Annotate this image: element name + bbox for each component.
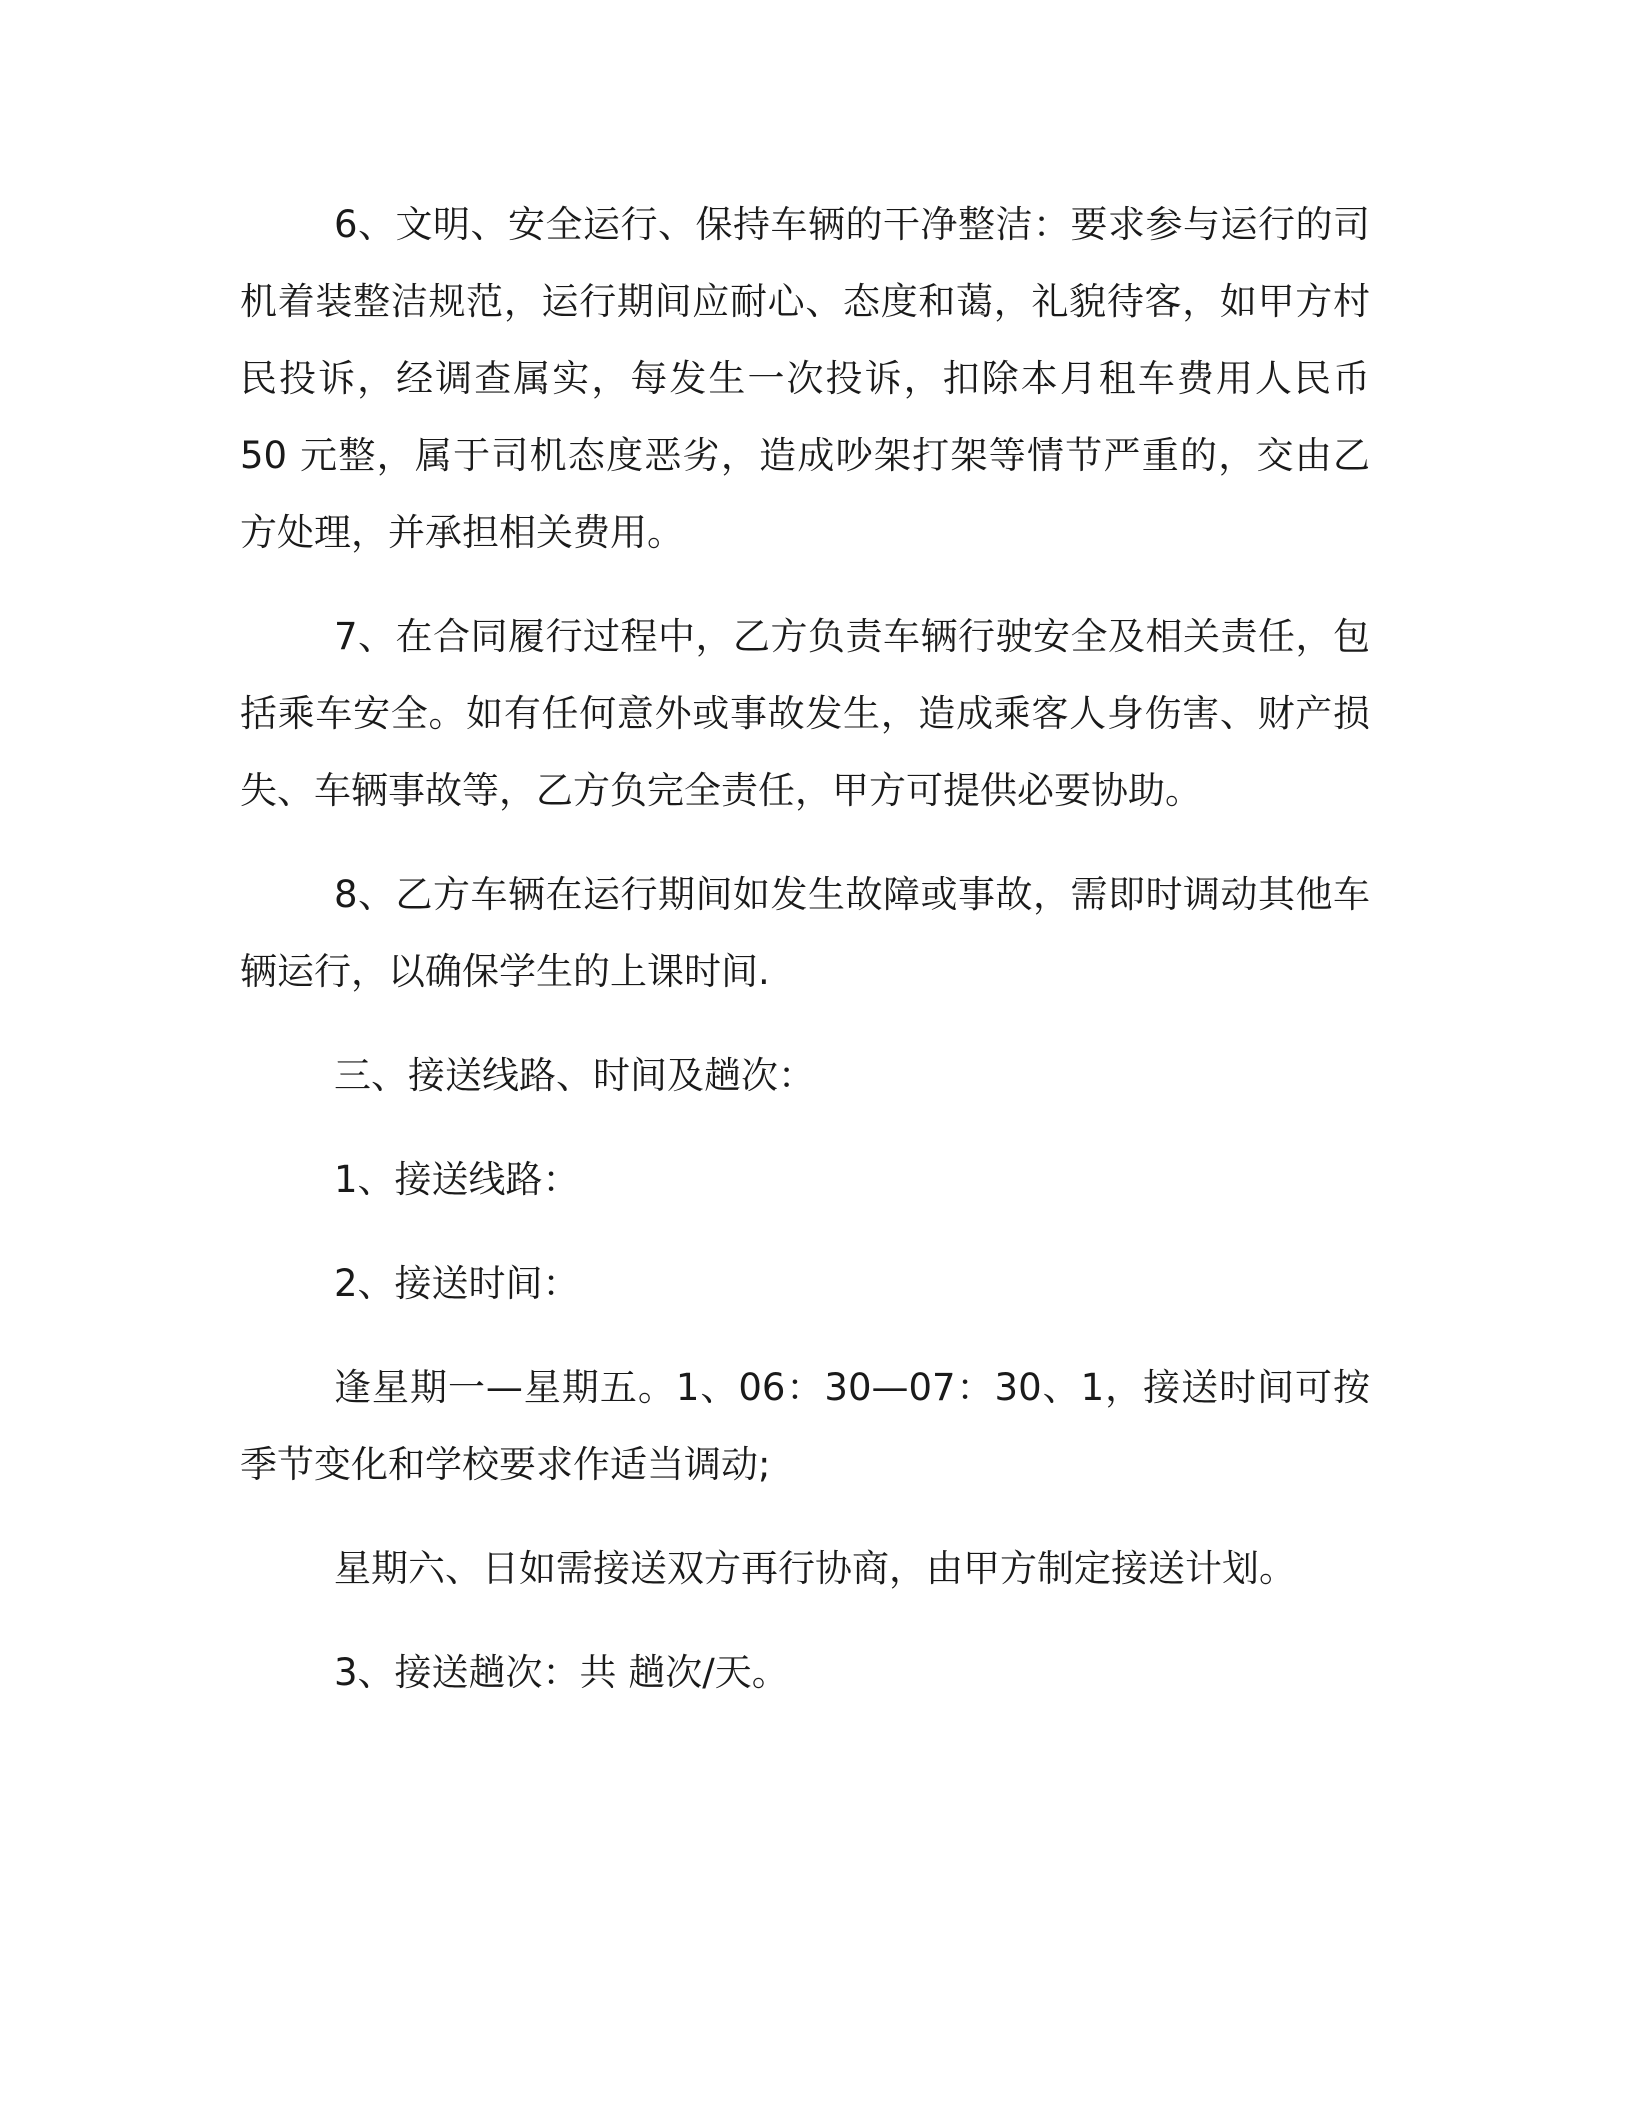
weekend-schedule-paragraph: 星期六、日如需接送双方再行协商，由甲方制定接送计划。 [334,1547,1296,1590]
weekday-schedule-paragraph: 逢星期一—星期五。1、06：30—07：30、1，接送时间可按季节变化和学校要求作适当调动; [240,1366,1370,1486]
trip-count-item: 3、接送趟次：共 趟次/天。 [334,1651,789,1694]
clause-6-paragraph: 6、文明、安全运行、保持车辆的干净整洁：要求参与运行的司机着装整洁规范，运行期间应耐心、态度和蔼，礼貌待客，如甲方村民投诉，经调查属实，每发生一次投诉，扣除本月租车费用人民币 50 元整，属于司机态度恶劣，造成吵架打架等情节严重的，交由乙方处理，并承担相关费用。 [240,203,1370,554]
clause-7-paragraph: 7、在合同履行过程中，乙方负责车辆行驶安全及相关责任，包括乘车安全。如有任何意外或事故发生，造成乘客人身伤害、财产损失、车辆事故等，乙方负完全责任，甲方可提供必要协助。 [240,615,1370,812]
section-3-heading: 三、接送线路、时间及趟次： [334,1054,815,1097]
document-body [240,186,1370,1711]
clause-8-paragraph: 8、乙方车辆在运行期间如发生故障或事故，需即时调动其他车辆运行，以确保学生的上课时间. [240,873,1370,993]
pickup-route-item: 1、接送线路： [334,1158,580,1201]
pickup-time-item: 2、接送时间： [334,1262,580,1305]
